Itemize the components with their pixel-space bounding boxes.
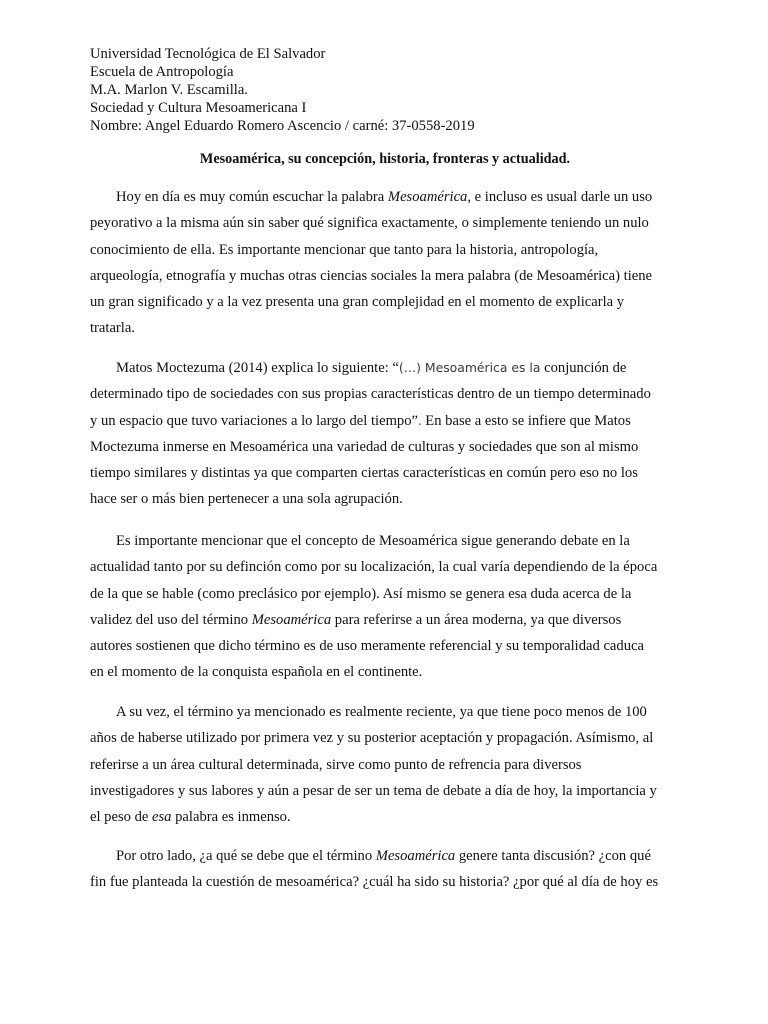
paragraph-line: investigadores y sus labores y aún a pesar de ser un tema de debate a día de hoy, la importancia y	[90, 782, 657, 799]
paragraph-line: tratarla.	[90, 320, 135, 337]
paragraph-4	[90, 699, 690, 830]
paragraph-line: de la que se hable (como preclásico por ejemplo). Así mismo se genera esa duda acerca de la	[90, 585, 632, 602]
paragraph-line: años de haberse utilizado por primera vez y su posterior aceptación y propagación. Asímismo, al	[90, 730, 654, 747]
paragraph-line: arqueología, etnografía y muchas otras ciencias sociales la mera palabra (de Mesoamérica) tiene	[90, 267, 653, 284]
italic-term: Mesoamérica	[375, 848, 456, 864]
university-name: Universidad Tecnológica de El Salvador	[90, 46, 326, 62]
paragraph-line: un gran significado y a la vez presenta una gran complejidad en el momento de explicarla y	[90, 294, 625, 311]
paragraph-3	[90, 528, 690, 686]
paragraph-line: Matos Moctezuma (2014) explica lo siguiente: “(…) Mesoamérica es la conjunción de	[116, 360, 627, 376]
quote-fragment: (…) Mesoamérica es la	[398, 360, 541, 375]
paragraph-line: actualidad tanto por su definción como por su localización, la cual varía dependiendo de la época	[90, 559, 658, 576]
paragraph-line: el peso de esa palabra es inmenso.	[90, 809, 291, 826]
professor-name: M.A. Marlon V. Escamilla.	[90, 82, 248, 98]
paragraph-1	[90, 184, 690, 342]
paragraph-line: Es importante mencionar que el concepto de Mesoamérica sigue generando debate en la	[116, 533, 630, 549]
paragraph-line: tiempo similares y distintas ya que comparten ciertas características en común pero eso no los	[90, 465, 638, 482]
paragraph-line: referirse a un área cultural determinada, sirve como punto de refrencia para diversos	[90, 756, 582, 773]
paragraph-line: Hoy en día es muy común escuchar la palabra Mesoamérica, e incluso es usual darle un uso	[116, 189, 653, 205]
paragraph-line: validez del uso del término Mesoamérica para referirse a un área moderna, ya que diversos	[90, 611, 622, 628]
paragraph-line: autores sostienen que dicho término es de uso meramente referencial y su temporalidad caduca	[90, 638, 644, 655]
paragraph-line: y un espacio que tuvo variaciones a lo largo del tiempo”. En base a esto se infiere que Matos	[90, 412, 631, 429]
paragraph-line: determinado tipo de sociedades con sus propias características dentro de un tiempo determinado	[90, 386, 651, 403]
paragraph-line: Por otro lado, ¿a qué se debe que el término Mesoamérica genere tanta discusión? ¿con qué	[116, 848, 651, 864]
italic-term: Mesoamérica	[251, 611, 332, 628]
essay-title: Mesoamérica, su concepción, historia, fronteras y actualidad.	[199, 151, 571, 167]
paragraph-line: en el momento de la conquista española en el continente.	[90, 664, 423, 681]
paragraph-2	[90, 355, 690, 513]
paragraph-5	[90, 843, 690, 896]
course-name: Sociedad y Cultura Mesoamericana I	[90, 100, 307, 116]
paragraph-line: A su vez, el término ya mencionado es realmente reciente, ya que tiene poco menos de 100	[116, 704, 647, 720]
italic-term: esa	[152, 809, 172, 826]
document-header	[90, 45, 690, 135]
paragraph-line: hace ser o más bien pertenecer a una sola agrupación.	[90, 491, 403, 508]
school-name: Escuela de Antropología	[90, 64, 234, 80]
student-info: Nombre: Angel Eduardo Romero Ascencio / carné: 37-0558-2019	[90, 118, 475, 134]
paragraph-line: peyorativo a la misma aún sin saber qué significa exactamente, o simplemente teniendo un nulo	[90, 215, 649, 232]
italic-term: Mesoamérica	[387, 189, 468, 205]
paragraph-line: fin fue planteada la cuestión de mesoamérica? ¿cuál ha sido su historia? ¿por qué al día de hoy es	[90, 874, 659, 891]
paragraph-line: conocimiento de ella. Es importante mencionar que tanto para la historia, antropología,	[90, 241, 599, 258]
paragraph-line: Moctezuma inmerse en Mesoamérica una variedad de culturas y sociedades que son al mismo	[90, 438, 639, 455]
